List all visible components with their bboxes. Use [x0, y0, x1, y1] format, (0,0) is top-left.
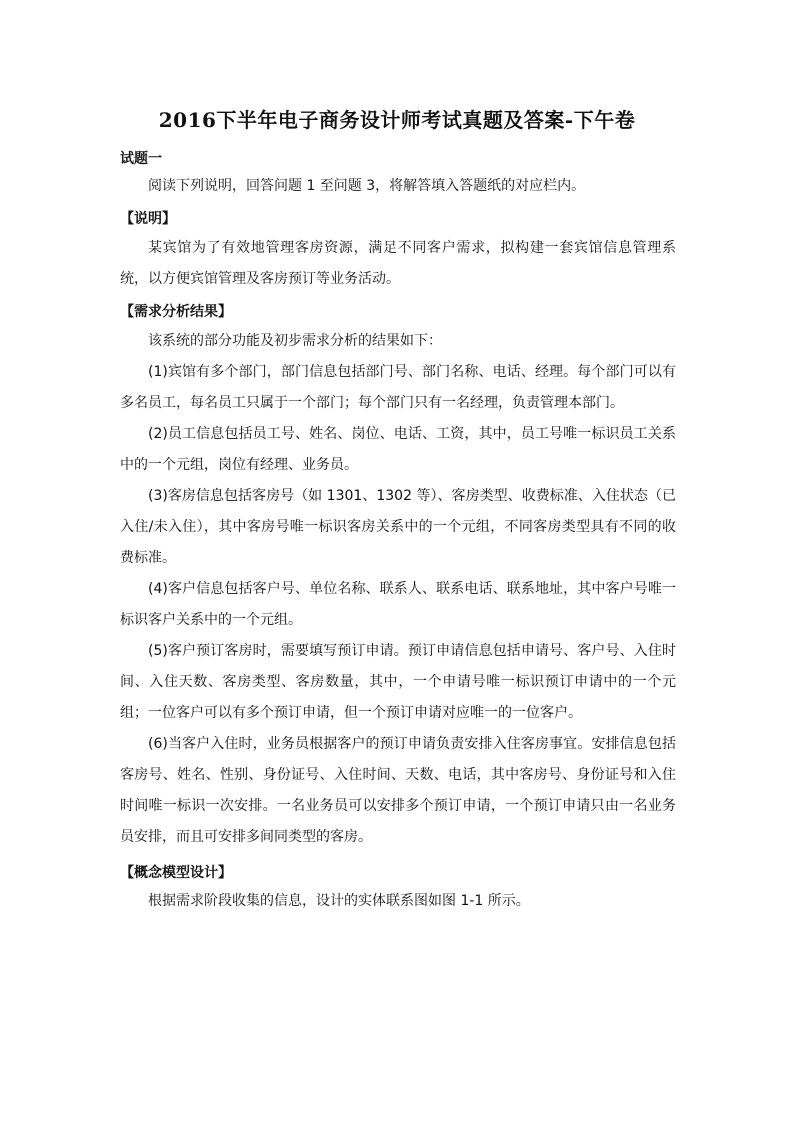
requirements-heading: 【需求分析结果】 [120, 304, 232, 320]
requirements-intro: 该系统的部分功能及初步需求分析的结果如下： [148, 333, 442, 349]
requirement-item-6: (6)当客户入住时，业务员根据客户的预订申请负责安排入住客房事宜。安排信息包括客房号、姓名、性别、身份证号、入住时间、天数、电话，其中客房号、身份证号和入住时间唯一标识一次安排。一名业务员可以安排多个预订申请，一个预订申请只由一名业务员安排，而且可安排多间同类型的客房。 [120, 736, 676, 845]
requirement-item-2: (2)员工信息包括员工号、姓名、岗位、电话、工资，其中，员工号唯一标识员工关系中的一个元组，岗位有经理、业务员。 [120, 426, 676, 473]
model-paragraph: 根据需求阶段收集的信息，设计的实体联系图如图 1-1 所示。 [148, 893, 530, 909]
page-title: 2016下半年电子商务设计师考试真题及答案-下午卷 [158, 108, 636, 132]
requirement-item-3: (3)客房信息包括客房号（如 1301、1302 等）、客房类型、收费标准、入住状态（已入住/未入住），其中客房号唯一标识客房关系中的一个元组，不同客房类型具有不同的收费标准。 [120, 488, 676, 566]
explanation-heading: 【说明】 [120, 211, 176, 227]
question-label: 试题一 [120, 151, 162, 167]
model-heading: 【概念模型设计】 [120, 865, 232, 881]
requirement-item-4: (4)客户信息包括客户号、单位名称、联系人、联系电话、联系地址，其中客户号唯一标识客户关系中的一个元组。 [120, 581, 676, 628]
explanation-paragraph: 某宾馆为了有效地管理客房资源，满足不同客户需求，拟构建一套宾馆信息管理系统，以方便宾馆管理及客房预订等业务活动。 [120, 240, 676, 287]
requirement-item-5: (5)客户预订客房时，需要填写预订申请。预订申请信息包括申请号、客户号、入住时间、入住天数、客房类型、客房数量，其中，一个申请号唯一标识预订申请中的一个元组；一位客户可以有多个预订申请，但一个预订申请对应唯一的一位客户。 [120, 643, 676, 721]
intro-paragraph: 阅读下列说明，回答问题 1 至问题 3，将解答填入答题纸的对应栏内。 [148, 178, 586, 194]
requirement-item-1: (1)宾馆有多个部门，部门信息包括部门号、部门名称、电话、经理。每个部门可以有多名员工，每名员工只属于一个部门；每个部门只有一名经理，负责管理本部门。 [120, 364, 676, 411]
